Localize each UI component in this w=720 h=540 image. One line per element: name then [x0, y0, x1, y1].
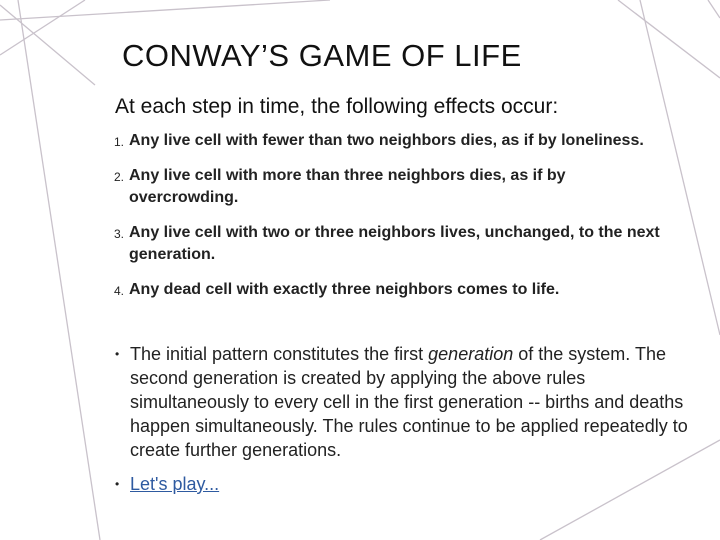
bullet-item-description	[114, 342, 704, 462]
bullet-item-link	[114, 472, 704, 496]
rule-text: Any live cell with fewer than two neighbors dies, as if by loneliness.	[129, 132, 644, 149]
rule-number: 2.	[114, 170, 125, 184]
slide-title: CONWAY’S GAME OF LIFE	[122, 38, 522, 73]
rule-item	[114, 165, 674, 209]
rule-text: Any live cell with more than three neighbors dies, as if by overcrowding.	[129, 167, 566, 206]
intro-text: At each step in time, the following effects occur:	[115, 95, 559, 118]
rule-number: 3.	[114, 227, 125, 241]
rule-item	[114, 222, 674, 266]
rule-text: Any dead cell with exactly three neighbors comes to life.	[129, 281, 560, 298]
lets-play-link[interactable]: Let's play...	[130, 474, 220, 494]
rule-number: 1.	[114, 135, 125, 149]
rule-item	[114, 279, 674, 301]
rule-item	[114, 130, 674, 152]
description-part: The initial pattern constitutes the first	[130, 344, 429, 364]
bullet-list	[114, 342, 704, 506]
description-part: of the system. The second generation is created by applying the above rules simultaneously to every cell in the first generation -- births and deaths happen simultaneously. The rules continue to be applied repeatedly to create further generations.	[130, 344, 688, 460]
bullet-symbol: •	[115, 347, 120, 361]
rule-text: Any live cell with two or three neighbors lives, unchanged, to the next generation.	[129, 224, 660, 263]
rules-list	[114, 130, 674, 314]
description-text	[130, 344, 688, 460]
rule-number: 4.	[114, 284, 125, 298]
description-emphasis: generation	[428, 344, 514, 364]
bullet-symbol: •	[115, 477, 120, 491]
